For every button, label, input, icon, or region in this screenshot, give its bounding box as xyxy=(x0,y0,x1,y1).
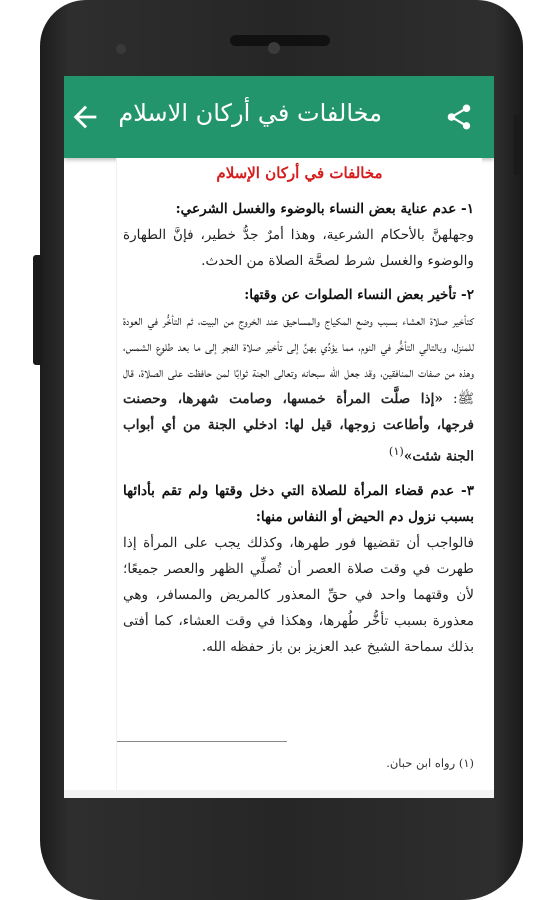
footnote: (١) رواه ابن حبان. xyxy=(386,756,474,770)
hadith-text: «إذا صلَّت المرأة خمسها، وصامت شهرها، وحصنت فرجها، وأطاعت زوجها، قيل لها: ادخلي الجنة من أي أبواب الجنة شئت» xyxy=(123,391,474,465)
section-heading-2: ٢- تأخير بعض النساء الصلوات عن وقتها: xyxy=(244,287,474,303)
proximity-sensor xyxy=(268,42,280,54)
footnote-ref: (١) xyxy=(388,444,404,458)
share-icon[interactable] xyxy=(444,102,474,132)
bottom-strip xyxy=(64,790,494,798)
section-text-2 xyxy=(117,308,482,470)
section-text-1: وجهلهنَّ بالأحكام الشرعية، وهذا أمرٌ جدُّ خطير، فإنَّ الطهارة والوضوء والغسل شرط لصحَّة الصلاة من الحدث. xyxy=(123,227,474,269)
app-title: مخالفات في أركان الاسلام xyxy=(118,99,382,127)
section-text-3: فالواجب أن تقضيها فور طهرها، وكذلك يجب على المرأة إذا طهرت في وقت صلاة العصر أن تُصلِّي الظهر والعصر جميعًا؛ لأن وقتهما واحد في حقِّ المعذور كالمريض والمسافر، وهي معذورة بسبب تأخُّر طُهرها، وهكذا في وقت العشاء، كما أفتى بذلك سماحة الشيخ عبد العزيز بن باز حفظه الله. xyxy=(123,534,474,655)
front-camera xyxy=(116,44,126,54)
earpiece-speaker xyxy=(230,35,330,46)
screen xyxy=(64,76,494,798)
section-text-2-body: كتأخير صلاة العشاء بسبب وضع المكياج والمساحيق عند الخروج من البيت، ثم التأخُّر في العودة للمنزل، وبالتالي التأخُّر في النوم، مما يؤدِّي بهنَّ إلى تأخير صلاة الفجر إلى ما بعد طلوع الشمس، وهذه من صفات المنافقين، وقد جعل الله سبحانه وتعالى الجنة ثوابًا لمن حافظت على الصلاة، قال ﷺ: xyxy=(123,313,474,407)
section-heading-3: ٣- عدم قضاء المرأة للصلاة التي دخل وقتها ولم تقم بأدائها بسبب نزول دم الحيض أو النفاس منها: xyxy=(123,482,474,525)
page-title: مخالفات في أركان الإسلام xyxy=(216,164,383,182)
book-page[interactable] xyxy=(116,158,482,798)
footnote-divider xyxy=(117,741,287,742)
power-button xyxy=(514,115,523,175)
section-heading-1: ١- عدم عناية بعض النساء بالوضوء والغسل الشرعي: xyxy=(175,201,474,217)
app-bar xyxy=(64,76,494,158)
volume-button xyxy=(33,255,42,365)
arrow-back-icon[interactable] xyxy=(68,100,102,134)
